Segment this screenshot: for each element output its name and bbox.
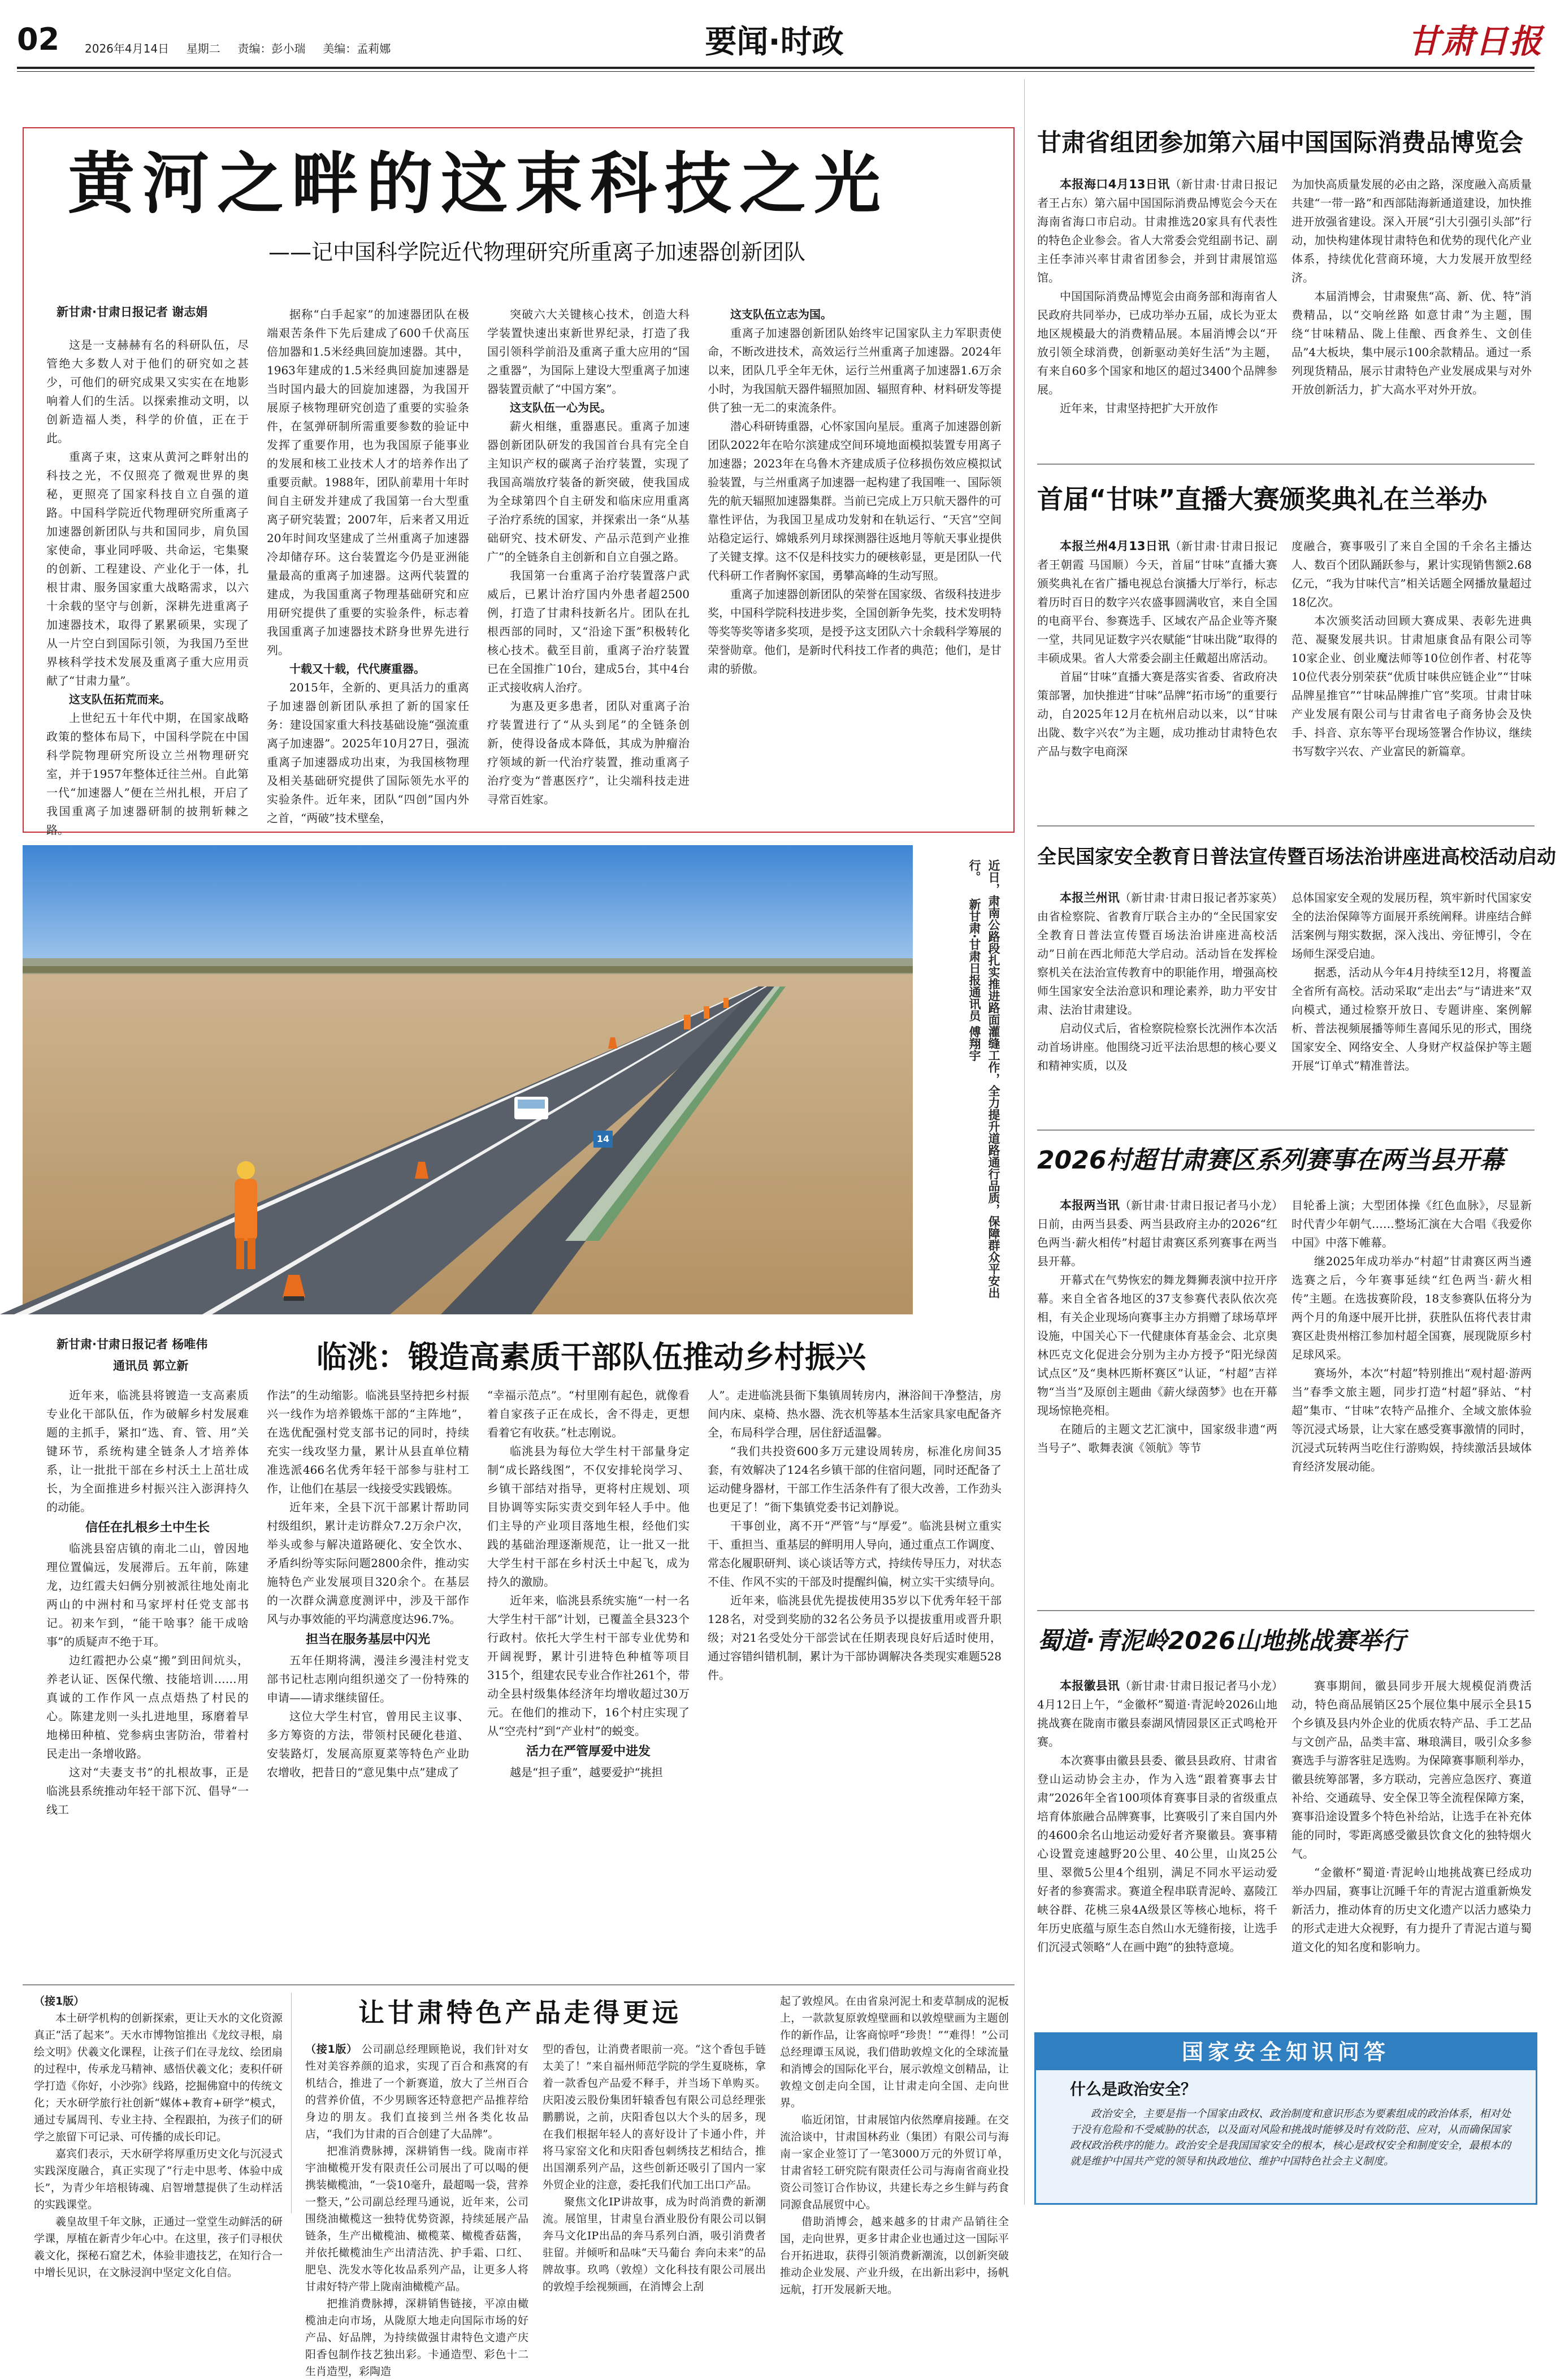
lead-story-column-3 [487, 305, 690, 822]
linyao-column-3 [487, 1386, 690, 1980]
continuation-label: （接1版） [34, 1995, 85, 2007]
paragraph: 薪火相继，重器惠民。重离子加速器创新团队研发的我国首台具有完全自主知识产权的碳离子治疗装置，实现了我国高端放疗装备的新突破，使我国成为全球第四个自主研发和临床应用重离子治疗系统的国家，并探索出一条“从基础研究、技术研发、产品示范到产业推广”的全链条自主创新和自立自强之路。 [487, 419, 690, 564]
paragraph: 作法”的生动缩影。临洮县坚持把乡村振兴一线作为培养锻炼干部的“主阵地”，在选优配强村党支部书记的同时，持续充实一线攻坚力量，累计从县直单位精准选派466名优秀年轻干部参与驻村工作，让他们在基层一线接受实践锻炼。 [267, 1388, 469, 1495]
paragraph: 首届“甘味”直播大赛是落实省委、省政府决策部署，加快推进“甘味”品牌“拓市场”的重要行动，自2025年12月在杭州启动以来，以“甘味出陇、数字兴农”为主题，成功推动甘肃特色农产品与数字电商深 [1037, 670, 1277, 758]
paragraph: 为加快高质量发展的必由之路，深度融入高质量共建“一带一路”和西部陆海新通道建设，加快推进开放强省建设。深入开展“引大引强引头部”行动，加快构建体现甘肃特色和优势的现代化产业体系，持续优化营商环境，大力发展开放型经济。 [1291, 178, 1532, 284]
paragraph-text: （新甘肃·甘肃日报记者马小龙）4月12日上午，“金徽杯”蜀道·青泥岭2026山地挑战赛在陇南市徽县泰湖风情园景区正式鸣枪开赛。 [1037, 1679, 1278, 1749]
right-story-5-column-2 [1291, 1677, 1532, 2022]
lead-story-column-4 [708, 305, 1002, 822]
paragraph: 借助消博会，越来越多的甘肃产品销往全国，走向世界，更多甘肃企业也通过这一国际平台开拓进取，获得引领消费新潮流，以创新突破推动企业发展、产业升级，在出新出彩中，扬帆远航，打开发展新天地。 [780, 2215, 1009, 2296]
linyao-subheading-1: 信任在扎根乡土中生长 [85, 1521, 210, 1535]
paragraph: 赛事期间，徽县同步开展大规模促消费活动，特色商品展销区25个展位集中展示全县15个乡镇及县内外企业的优质农特产品、手工艺品与文创产品，品类丰富、琳琅满目，吸引众多参赛选手与游客驻足选购。为保障赛事顺利举办，徽县统筹部署，多方联动，完善应急医疗、赛道补给、交通疏导、安全保卫等全流程保障方案，赛事沿途设置多个特色补给站，让选手在补充体能的同时，零距离感受徽县饮食文化的独特烟火气。 [1291, 1679, 1532, 1860]
paragraph: 干事创业，离不开“严管”与“厚爱”。临洮县树立重实干、重担当、重基层的鲜明用人导向，通过重点工作调度、常态化履职研判、谈心谈话等方式，持续传导压力，对状态不佳、作风不实的干部及时提醒纠偏，树立实干实绩导向。 [708, 1519, 1002, 1589]
paragraph [1037, 1677, 1277, 1751]
paragraph: 把准消费脉搏，深耕销售一线。陇南市祥宇油橄榄开发有限责任公司展出了可以喝的便携装橄榄油，“一袋10毫升，最超喝一袋，营养一整天，”公司副总经理马通说，近年来，公司围绕油橄榄这一独特优势资源，持续延展产品链条，生产出橄榄油、橄榄菜、橄榄香菇酱，并依托橄榄油生产出清洁洗、护手霜、口红、肥皂、洗发水等化妆品系列产品，让更多人将甘肃好特产带上陇南油橄榄产品。 [305, 2145, 528, 2293]
security-qa-question: 什么是政治安全？ [1070, 2080, 1197, 2098]
issue-weekday: 星期二 [186, 42, 220, 55]
paragraph: 把推消费脉搏，深耕销售链接，平凉由橄榄油走向市场，从陇原大地走向国际市场的好产品、好品牌，为持续做强甘肃特色文遗产庆阳香包制作技艺独出彩。卡通造型、彩色十二生肖造型，彩陶造 [305, 2297, 528, 2378]
gansu-products-column-2 [543, 2041, 766, 2293]
gansu-products-column-3 [780, 1993, 1009, 2296]
paragraph: 近年来，临洮县系统实施“一村一名大学生村干部”计划，已覆盖全县323个行政村。依托大学生村干部专业优势和开阔视野，累计引进特色种植等项目315个，组建农民专业合作社261个，带动全县村级集体经济年均增收超过30万元。在他们的推动下，16个村庄实现了从“空壳村”到“产业村”的蜕变。 [487, 1594, 690, 1738]
security-qa-title: 国家安全知识问答 [1181, 2040, 1390, 2065]
paragraph: 上世纪五十年代中期，在国家战略政策的整体布局下，中国科学院在中国科学院物理研究所设立兰州物理研究室，并于1957年整体迁往兰州。自此第一代“加速器人”便在兰州扎根，开启了我国重离子加速器研制的披荆斩棘之路。 [46, 711, 249, 837]
right-story-2-headline: 首届“甘味”直播大赛颁奖典礼在兰举办 [1037, 484, 1488, 514]
paragraph [1037, 889, 1277, 1019]
page-number: 02 [17, 21, 60, 57]
story-separator [1037, 1610, 1535, 1611]
paragraph: 羲皇故里千年文脉，正通过一堂堂生动鲜活的研学课，厚植在新青少年心中。在这里，孩子们寻根伏羲文化，探秘石窟艺术，体验非遗技艺，在知行合一中增长见识，在文脉浸润中坚定文化自信。 [34, 2215, 283, 2279]
paragraph: “我们共投资600多万元建设周转房，标准化房间35套，有效解决了124名乡镇干部的住宿问题，同时还配备了运动健身器材，干部工作生活条件有了很大改善，工作劲头也更足了！”衙下集镇党委书记刘静说。 [708, 1444, 1002, 1514]
paragraph: 为惠及更多患者，团队对重离子治疗装置进行了“从头到尾”的全链条创新，使得设备成本降低，其成为肿瘤治疗领域的新一代治疗装置，推动重离子治疗变为“普惠医疗”，让尖端科技走进寻常百姓家。 [487, 699, 690, 806]
right-story-1-headline: 甘肃省组团参加第六届中国国际消费品博览会 [1037, 129, 1523, 157]
gansu-products-headline: 让甘肃特色产品走得更远 [358, 1997, 682, 2028]
paragraph: 人”。走进临洮县衙下集镇周转房内，淋浴间干净整洁，房间内床、桌椅、热水器、洗衣机等基本生活家具家电配备齐全，布局科学合理，居住舒适温馨。 [708, 1388, 1002, 1439]
right-story-3-headline: 全民国家安全教育日普法宣传暨百场法治讲座进高校活动启动 [1037, 846, 1556, 868]
lead-story-headline: 黄河之畔的这束科技之光 [68, 145, 889, 223]
paragraph: 近年来，临洮县将镀造一支高素质专业化干部队伍，作为破解乡村发展难题的主抓手，紧扣“选、育、管、用”关键环节，系统构建全链条人才培养体系，让一批批干部在乡村沃土上茁壮成长，为全面推进乡村振兴注入澎湃持久的动能。 [46, 1388, 249, 1514]
paragraph: 型的香包，让消费者眼前一亮。“这个香包手链太美了！”来自福州师范学院的学生夏晓栋，拿着一款香包产品爱不释手，并当场下单购买。庆阳凌云股份集团轩辕香包有限公司总经理张鹏鹏说，之前，庆阳香包以大个头的居多，现在我们根据年轻人的喜好设计了卡通小件，并将马家窑文化和庆阳香包刺绣技艺相结合，推出国潮系列产品，这些创新还吸引了国内一家外贸企业的注意，委托我们代加工出口产品。 [543, 2043, 766, 2191]
section-title: 要闻·时政 [705, 24, 844, 60]
security-qa-title-bar [1036, 2034, 1536, 2070]
linyao-byline-reporter: 新甘肃·甘肃日报记者 杨唯伟 [57, 1338, 208, 1351]
paragraph: 在随后的主题文艺汇演中，国家级非遗“两当号子”、歌舞表演《领航》等节 [1037, 1422, 1277, 1455]
linyao-story-headline: 临洮：锻造高素质干部队伍推动乡村振兴 [317, 1339, 866, 1375]
paragraph: 启动仪式后，省检察院检察长沈洲作本次活动首场讲座。他围绕习近平法治思想的核心要义和精神实质，以及 [1037, 1022, 1277, 1072]
paragraph: “金徽杯”蜀道·青泥岭山地挑战赛已经成功举办四届，赛事让沉睡千年的青泥古道重新焕发新活力，推动体育的历史文化遗产以活力感染力的形式走进大众视野，有力提升了青泥古道与蜀道文化的知名度和影响力。 [1291, 1866, 1532, 1954]
right-story-5-headline: 蜀道·青泥岭2026山地挑战赛举行 [1037, 1627, 1406, 1655]
security-qa-answer: 政治安全，主要是指一个国家由政权、政治制度和意识形态为要素组成的政治体系，相对处于没有危险和不受威胁的状态，以及面对风险和挑战时能够及时有效防范、应对，从而确保国家政权政治秩序的能力。政治安全是我国国家安全的根本，核心是政权安全和制度安全，最根本的就是维护中国共产党的领导和执政地位、维护中国特色社会主义制度。 [1070, 2108, 1511, 2167]
paragraph: 五年任期将满，漫洼乡漫洼村党支部书记杜志刚向组织递交了一份特殊的申请——请求继续留任。 [267, 1654, 469, 1704]
masthead-rule [17, 67, 1535, 69]
right-story-3-column-2 [1291, 889, 1532, 1120]
paragraph [1037, 537, 1277, 668]
road-sign-number: 14 [596, 1133, 610, 1144]
paragraph: 据悉，活动从今年4月持续至12月，将覆盖全省所有高校。活动采取“走出去”与“请进来”双向模式，通过检察开放日、专题讲座、案例解析、普法视频展播等师生喜闻乐见的形式，围绕国家安全、网络安全、人身财产权益保护等主题开展“订单式”精准普法。 [1291, 966, 1532, 1072]
right-story-1-column-1 [1037, 175, 1277, 452]
paragraph: 重离子加速器创新团队始终牢记国家队主力军职责使命，不断改进技术，高效运行兰州重离子加速器。2024年以来，团队几乎全年无休，运行兰州重离子加速器1.6万余小时，为我国航天器件辐照加固、辐照育种、材料研发等提供了独一无二的束流条件。 [708, 326, 1002, 414]
paragraph [1037, 175, 1277, 287]
paragraph: 这位大学生村官，曾用民主议事、多方筹资的方法，带领村民硬化巷道、安装路灯，发展高原夏菜等特色产业助农增收，把昔日的“意见集中点”建成了 [267, 1710, 469, 1779]
paragraph: 这支队伍一心为民。 [510, 401, 612, 414]
story-separator [1037, 464, 1535, 465]
paragraph: 临洮县窑店镇的南北二山，曾因地理位置偏远，发展滞后。五年前，陈建龙，边红霞夫妇俩分别被派往地处南北两山的中洲村和马家坪村任党支部书记。初来乍到，“能干啥事？能干成啥事”的质疑声不绝于耳。 [46, 1542, 249, 1648]
column-divider [291, 1993, 292, 2213]
story-separator [1037, 1130, 1535, 1131]
paragraph: 临洮县为每位大学生村干部量身定制“成长路线图”，不仅安排轮岗学习、乡镇干部结对指导，更将村庄规划、项目协调等实际实责交到年轻人手中。他们主导的产业项目落地生根，经他们实践的基础治理逐渐规范，让一批又一批大学生村干部在乡村沃土中起飞，成为持久的激励。 [487, 1444, 690, 1589]
paragraph: 赛场外，本次“村超”特别推出“观村超·游两当”春季文旅主题，同步打造“村超”驿站、“村超”集市、“甘味”农特产品推介、全域文旅体验等沉浸式场景，让大家在感受赛事激情的同时，沉浸式玩转两当吃住行游购娱，持续激活县域体育经济发展动能。 [1291, 1366, 1532, 1473]
paragraph: 我国第一台重离子治疗装置落户武威后，已累计治疗国内外患者超2500例，打造了甘肃科技新名片。团队在扎根西部的同时，又“沿途下蛋”积极转化核心技术。截至目前，重离子治疗装置已在全国推广10台，建成5台，其中4台正式接收病人治疗。 [487, 569, 690, 694]
dateline: 本报徽县讯 [1060, 1679, 1120, 1693]
dateline: 本报兰州4月13日讯 [1060, 539, 1170, 553]
paragraph: 近年来，甘肃坚持把扩大开放作 [1060, 401, 1218, 415]
right-story-1-column-2 [1291, 175, 1532, 452]
paragraph-text: （新甘肃·甘肃日报记者王占东）第六届中国国际消费品博览会今天在海南省海口市启动。甘肃推选20家具有代表性的特色企业参会。省人大常委会党组副书记、副主任李沛兴率甘肃省团参会，并到甘肃展馆巡馆。 [1037, 178, 1277, 284]
paragraph: 公司副总经理顾艳说，我们针对女性对美容养颜的追求，实现了百合和燕窝的有机结合，推进了一个新赛道，放大了兰州百合的营养价值，不少男顾客还特意把产品推荐给身边的朋友。我们直接到兰州各类化妆品店，“我们为甘肃的百合创建了大品牌”。 [305, 2043, 528, 2140]
security-qa-box [1034, 2032, 1537, 2205]
masthead [0, 0, 1548, 71]
paragraph: 本次赛事由徽县县委、徽县县政府、甘肃省登山运动协会主办，作为入选“跟着赛事去甘肃”2026年全省100项体育赛事目录的省级重点培育体旅融合品牌赛事，比赛吸引了来自国内外的4600余名山地运动爱好者齐聚徽县。赛事精心设置竞速越野20公里、40公里，山岚25公里、翠微5公里4个组别，满足不同水平运动爱好者的参赛需求。赛道全程串联青泥岭、嘉陵江峡谷群、花桃三泉4A级景区等核心地标，将千年历史底蕴与原生态自然山水无缝衔接，让选手们沉浸式领略“人在画中跑”的独特意境。 [1037, 1754, 1277, 1954]
dateline: 本报兰州讯 [1060, 891, 1120, 905]
paragraph-text: （新甘肃·甘肃日报记者苏家英）由省检察院、省教育厅联合主办的“全民国家安全教育日普法宣传暨百场法治讲座进高校活动”日前在西北师范大学启动。活动旨在发挥检察机关在法治宣传教育中的职能作用，增强高校师生国家安全法治意识和理论素养，助力平安甘肃、法治甘肃建设。 [1037, 891, 1278, 1016]
lead-story-column-1 [46, 336, 249, 837]
paragraph: 本土研学机构的创新探索，更让天水的文化资源真正“活了起来”。天水市博物馆推出《龙纹寻根，扇绘文明》伏羲文化课程，让孩子们在寻龙纹、绘团扇的过程中，传承龙马精神、感悟伏羲文化；麦积仟研学打造《你好，小沙弥》线路，挖掘佛窟中的传统文化；天水研学旅行社创新“媒体+教育+研学”模式，通过专属周刊、专业主持、全程跟拍，为孩子们的研学之旅留下可记录、可传播的成长印记。 [34, 2012, 283, 2143]
linyao-subheading-3: 活力在严管厚爱中进发 [526, 1745, 651, 1759]
paragraph: 总体国家安全观的发展历程，筑牢新时代国家安全的法治保障等方面展开系统阐释。讲座结合鲜活案例与翔实数据，深入浅出、旁征博引，令在场师生深受启迪。 [1291, 891, 1532, 960]
masthead-info [85, 40, 391, 57]
paragraph: 目轮番上演；大型团体操《红色血脉》，尽显新时代青少年朝气……整场汇演在大合唱《我爱你中国》中落下帷幕。 [1291, 1198, 1532, 1249]
art-editor: 美编：孟莉娜 [323, 42, 391, 55]
paragraph: 度融合，赛事吸引了来自全国的千余名主播达人、数百个团队踊跃参与，累计实现销售额2.68亿元，“我为甘味代言”相关话题全网播放量超过18亿次。 [1291, 539, 1532, 609]
road-photo-illustration [23, 845, 913, 1314]
linyao-byline-correspondent: 通讯员 郭立新 [113, 1359, 189, 1373]
lead-story-byline: 新甘肃·甘肃日报记者 谢志娟 [57, 305, 208, 319]
paragraph: 十载又十载，代代赓重器。 [289, 662, 425, 676]
paragraph: 开幕式在气势恢宏的舞龙舞狮表演中拉开序幕。来自全省各地区的37支参赛代表队依次亮相，有关企业现场向赛事主办方捐赠了球场草坪设施，中国关心下一代健康体育基金会、北京奥林匹克文化促进会分别为主办方授予“阳光绿茵试点区”及“奥林匹斯杯赛区”认证，“村超”吉祥物“当当”及原创主题曲《薪火绿茵梦》也在开幕现场惊艳亮相。 [1037, 1273, 1277, 1417]
paragraph: 2015年，全新的、更具活力的重离子加速器创新团队承担了新的国家任务：建设国家重大科技基础设施“强流重离子加速器”。2025年10月27日，强流重离子加速器成功出束，为我国核物理及相关基础研究提供了国际领先水平的实验条件。近年来，团队“四创”国内外之首，“两破”技术壁垒， [267, 681, 469, 825]
right-column-divider [1024, 79, 1025, 2205]
newspaper-logo: 甘肃日报 [1407, 22, 1543, 60]
linyao-subheading-2: 担当在服务基层中闪光 [305, 1633, 430, 1647]
paragraph: 本次颁奖活动回顾大赛成果、表彰先进典范、凝聚发展共识。甘肃旭康食品有限公司等10家企业、创业魔法师等10位创作者、村花等10位代表分别荣获“优质甘味供应链企业”“甘味品牌星推官”“甘味品牌推广官”奖项。甘肃甘味产业发展有限公司与甘肃省电子商务协会及快手、抖音、京东等平台现场签署合作协议，继续书写数字兴农、产业富民的新篇章。 [1291, 614, 1532, 758]
paragraph: 这对“夫妻支书”的扎根故事，正是临洮县系统推动年轻干部下沉、倡导“一线工 [46, 1765, 249, 1816]
road-photo [23, 845, 913, 1314]
paragraph-text: （新甘肃·甘肃日报记者马小龙）日前，由两当县委、两当县政府主办的2026“红色两当·薪火相传”村超甘肃赛区系列赛事在两当县开幕。 [1037, 1198, 1278, 1268]
paragraph [1037, 1196, 1277, 1271]
masthead-rule-thin [17, 71, 1535, 72]
right-story-3-column-1 [1037, 889, 1277, 1120]
dateline: 本报两当讯 [1060, 1198, 1120, 1212]
photo-caption [918, 859, 1003, 1300]
paragraph: 近年来，临洮县优先提拔使用35岁以下优秀年轻干部128名，对受到奖励的32名公务员予以提拔重用或晋升职级；对21名受处分干部尝试在任期表现良好后适时使用，通过容错纠错机制，累计为干部协调解决各类现实难题528件。 [708, 1594, 1002, 1682]
paragraph: 临近闭馆，甘肃展馆内依然摩肩接踵。在交流洽谈中，甘肃国林药业（集团）有限公司与海南一家企业签订了一笔3000万元的外贸订单，甘肃省轻工研究院有限责任公司与海南省商业投资公司签订合作协议，共建长寿之乡生鲜与药食同源食品展贸中心。 [780, 2114, 1009, 2211]
paragraph: 嘉宾们表示，天水研学将厚重历史文化与沉浸式实践深度融合，真正实现了“行走中思考、体验中成长”，为青少年培根铸魂、启智增慧提供了生动样活的实践课堂。 [34, 2148, 283, 2211]
paragraph: 潜心科研铸重器，心怀家国向星辰。重离子加速器创新团队2022年在哈尔滨建成空间环境地面模拟装置专用离子加速器；2023年在乌鲁木齐建成质子位移损伤效应模拟试验装置，与兰州重离子加速器一起构建了我国唯一、国际领先的航天辐照加速器集群。当前已完成上万只航天器件的可靠性评估，为我国卫星成功发射和在轨运行、“天宫”空间站稳定运行、嫦娥系列月球探测器往返地月等航天事业提供了关键支撑。这不仅是科技实力的硬核彰显，更是团队一代代科研工作者胸怀家国，勇攀高峰的生动写照。 [708, 419, 1002, 582]
right-story-4-column-2 [1291, 1196, 1532, 1603]
paragraph: 继2025年成功举办“村超”甘肃赛区两当遴选赛之后，今年赛事延续“红色两当·薪火相传”主题。在选拔赛阶段，18支参赛队伍将分为两个月的角逐中展开比拼，获胜队伍将代表甘肃赛区赴贵州榕江参加村超全国赛，展现陇原乡村足球风采。 [1291, 1254, 1532, 1361]
paragraph: 聚焦文化IP讲故事，成为时尚消费的新潮流。展馆里，甘肃皇台酒业股份有限公司以铜奔马文化IP出品的奔马系列白酒，吸引消费者驻留。并倾听和品味“天马葡台 奔向未来”的品牌故事。玖鸣（敦煌）文化科技有限公司展出的敦煌手绘视频画，在消博会上刮 [543, 2196, 766, 2293]
photo-caption-text: 近日，肃南公路段扎实推进路面灌缝工作，全力提升道路通行品质，保障群众平安出行。 [968, 859, 1000, 1299]
continuation-label: （接1版） [305, 2043, 358, 2056]
paragraph: 本届消博会，甘肃聚焦“高、新、优、特”消费精品，以“交响丝路 如意甘肃”为主题，围绕“甘味精品、陇上佳酿、西食养生、文创佳品”4大板块，集中展示100余款精品。通过一系列现货精品，展示甘肃特色产业发展成果与对外开放创新活力，扩大高水平对外开放。 [1291, 289, 1532, 396]
paragraph: 据称“白手起家”的加速器团队在极端艰苦条件下先后建成了600千伏高压倍加器和1.5米经典回旋加速器。其中，1963年建成的1.5米经典回旋加速器是当时国内最大的回旋加速器，为我国开展原子核物理研究创造了重要的实验条件，在氢弹研制所需重要参数的验证中发挥了重要作用，也为我国原子能事业的发展和核工业技术人才的培养作出了重要贡献。1988年，团队前辈用十年时间自主研发并建成了我国第一台大型重离子研究装置；2007年，后来者又用近20年时间攻坚建成了兰州重离子加速器冷却储存环。这台装置迄今仍是亚洲能量最高的重离子加速器。这两代装置的建成，为我国重离子物理基础研究和应用研究提供了重要的实验条件，标志着我国重离子加速器技术跻身世界先进行列。 [267, 308, 469, 657]
paragraph: 这支队伍立志为国。 [730, 308, 832, 321]
bottom-section-rule [23, 1984, 1015, 1985]
linyao-column-1 [46, 1386, 249, 1980]
tianshui-continuation-column [34, 1993, 283, 2279]
paragraph: 近年来，全县下沉干部累计帮助同村级组织，累计走访群众7.2万余户次，举头或参与解决道路硬化、安全饮水、矛盾纠纷等实际问题2800余件，推动实施特色产业发展项目320余个。在基层的一次群众满意度测评中，涉及干部作风与办事效能的平均满意度达96.7%。 [267, 1500, 469, 1626]
lead-story-subheadline: ——记中国科学院近代物理研究所重离子加速器创新团队 [268, 240, 805, 265]
responsible-editor: 责编：彭小瑞 [237, 42, 306, 55]
paragraph: 重离子束，这束从黄河之畔射出的科技之光，不仅照亮了微观世界的奥秘，更照亮了国家科技自立自强的道路。中国科学院近代物理研究所重离子加速器创新团队与共和国同步，肩负国家使命，事业同呼吸、共命运，宅集聚的创新、工程建设、产业化于一体，扎根甘肃、服务国家重大战略需求，以六十余载的坚守与创新，深耕先进重离子加速器技术，取得了累累硕果，实现了从一片空白到国际引领，为我国乃至世界核科学技术发展及重离子重大应用贡献了“甘肃力量”。 [46, 450, 249, 687]
linyao-column-2 [267, 1386, 469, 1980]
lead-story-column-2 [267, 305, 469, 825]
right-story-2-column-1 [1037, 537, 1277, 814]
paragraph: 起了敦煌风。在由省泉河泥土和麦草制成的泥板上，一款款复原敦煌壁画和以敦煌壁画为主题创作的新作品，让客商惊呼“珍贵！”“难得！”公司总经理谭玉凤说，我们借助敦煌文化的全球流量和消博会的国际化平台，展示敦煌文创精品，让敦煌文创走向全国，让甘肃走向全国、走向世界。 [780, 1995, 1009, 2109]
gansu-products-column-1 [305, 2041, 528, 2378]
paragraph-text: （新甘肃·甘肃日报记者王朝霞 马国顺）今天，首届“甘味”直播大赛颁奖典礼在省广播电视总台演播大厅举行，标志着历时百日的数字兴农盛事圆满收官，来自全国的电商平台、参赛选手、区域农产品企业等齐聚一堂，共同见证数字兴农赋能“甘味出陇”取得的丰硕成果。省人大常委会副主任戴超出席活动。 [1037, 539, 1277, 665]
paragraph: 中国国际消费品博览会由商务部和海南省人民政府共同举办，已成功举办五届，成长为亚太地区规模最大的消费精品展。本届消博会以“开放引领全球消费，创新驱动美好生活”为主题，有来自60多个国家和地区的超过3400个品牌参展。 [1037, 289, 1277, 396]
right-story-2-column-2 [1291, 537, 1532, 814]
paragraph: 突破六大关键核心技术，创造大科学装置快速出束新世界纪录，打造了我国引领科学前沿及重离子重大应用的“国之重器”，为国际上建设大型重离子加速器装置贡献了“中国方案”。 [487, 308, 690, 396]
paragraph: “幸福示范点”。“村里刚有起色，就像看着自家孩子正在成长，舍不得走，更想看着它有收获。”杜志刚说。 [487, 1388, 690, 1439]
paragraph: 边红霞把办公桌“搬”到田间炕头，养老认证、医保代缴、技能培训……用真诚的工作作风一点点焐热了村民的心。陈建龙则一头扎进地里，琢磨着早地梯田种植、党参病虫害防治，带着村民走出一条增收路。 [46, 1654, 249, 1760]
dateline: 本报海口4月13日讯 [1060, 178, 1170, 191]
paragraph: 这是一支赫赫有名的科研队伍，尽管绝大多数人对于他们的研究如之甚少，可他们的研究成果又实实在在地影响着人们的生活。以探索推动文明，以创新造福人类，科学的价值，正在于此。 [46, 338, 249, 445]
story-separator [1037, 825, 1535, 826]
linyao-column-4 [708, 1386, 1002, 1980]
paragraph: 这支队伍拓荒而来。 [69, 693, 171, 706]
issue-date: 2026年4月14日 [85, 42, 170, 55]
right-story-4-column-1 [1037, 1196, 1277, 1603]
photo-credit: 新甘肃·甘肃日报通讯员 傅翔宇 [968, 898, 981, 1062]
paragraph: 越是“担子重”，越要爱护“挑担 [510, 1765, 663, 1779]
right-story-4-headline: 2026村超甘肃赛区系列赛事在两当县开幕 [1037, 1146, 1505, 1175]
paragraph: 重离子加速器创新团队的荣誉在国家级、省级科技进步奖，中国科学院科技进步奖，全国创新争先奖，技术发明特等奖等奖等诸多奖项，是授予这支团队六十余载科学筹展的荣誉勋章。他们，是新时代科技工作者的典范；他们，是甘肃的骄傲。 [708, 587, 1002, 676]
